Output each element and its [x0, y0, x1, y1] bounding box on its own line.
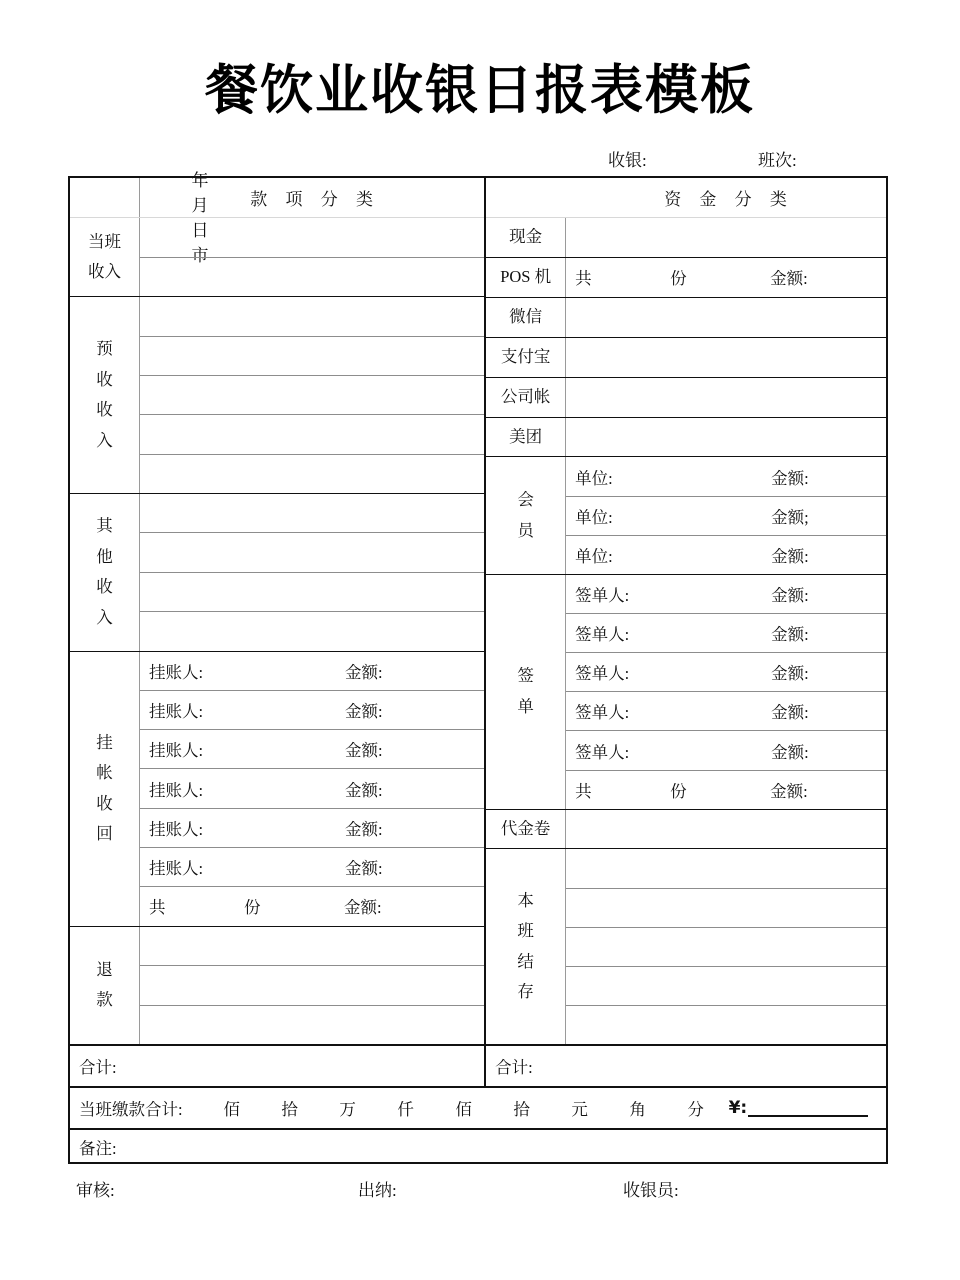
- table-row[interactable]: [566, 810, 886, 849]
- table-row[interactable]: [140, 769, 484, 808]
- section-alipay: [486, 337, 886, 377]
- row-amount-label: 金额:: [345, 702, 383, 721]
- table-row[interactable]: [566, 298, 886, 337]
- table-row[interactable]: [566, 378, 886, 417]
- audit-signature-field[interactable]: 审核:: [76, 1181, 115, 1200]
- table-row[interactable]: [140, 455, 484, 493]
- table-halves: [70, 178, 886, 1044]
- denomination-1: 拾: [281, 1100, 298, 1119]
- section-rows: [566, 338, 886, 377]
- section-rows: [140, 494, 484, 651]
- table-row[interactable]: [140, 258, 484, 297]
- table-row[interactable]: [140, 612, 484, 650]
- section-label: POS 机: [486, 258, 566, 297]
- left-subtotal-cell[interactable]: 合计:: [70, 1046, 486, 1086]
- section-shift-balance: [486, 848, 886, 1044]
- row-field-label: 挂账人:: [149, 702, 204, 721]
- row-field-label: 签单人:: [575, 664, 630, 684]
- row-count-prefix: 共: [149, 898, 166, 918]
- row-amount-label: 金额:: [771, 468, 809, 488]
- denomination-4: 佰: [455, 1100, 472, 1119]
- section-rows: [566, 849, 886, 1044]
- row-amount-label: 金额:: [770, 269, 808, 289]
- table-row[interactable]: [140, 691, 484, 730]
- table-row[interactable]: [566, 497, 886, 536]
- row-field-label: 挂账人:: [149, 741, 204, 761]
- section-label: 公司帐: [486, 378, 566, 417]
- table-row[interactable]: [566, 731, 886, 770]
- section-label: 当班 收入: [70, 218, 140, 296]
- section-rows: [566, 298, 886, 337]
- section-company-account: [486, 377, 886, 417]
- row-amount-label: 金额:: [771, 703, 809, 723]
- table-row[interactable]: [140, 415, 484, 454]
- left-sections-container: [70, 218, 484, 1044]
- table-row[interactable]: [140, 887, 484, 925]
- row-field-label: 挂账人:: [149, 662, 204, 682]
- row-amount-label: 金额:: [345, 741, 383, 761]
- table-row[interactable]: [566, 614, 886, 653]
- row-count-prefix: 共: [575, 781, 592, 801]
- section-rows: [140, 927, 484, 1044]
- row-amount-label: 金额:: [771, 586, 809, 606]
- row-field-label: 签单人:: [575, 742, 630, 762]
- table-row[interactable]: [566, 889, 886, 928]
- table-row[interactable]: [566, 218, 886, 257]
- section-wechat: [486, 297, 886, 337]
- table-row[interactable]: [140, 218, 484, 258]
- currency-symbol: ¥:: [728, 1098, 748, 1118]
- row-count-unit: 份: [670, 781, 687, 801]
- section-label: 本 班 结 存: [486, 849, 566, 1044]
- row-count-unit: 份: [244, 898, 261, 918]
- row-count-unit: 份: [670, 269, 687, 289]
- section-rows: [566, 258, 886, 297]
- row-field-label: 单位:: [575, 547, 613, 567]
- right-sections-container: [486, 218, 886, 1044]
- section-voucher: [486, 809, 886, 849]
- denomination-5: 拾: [513, 1100, 530, 1119]
- cashier-signature-field[interactable]: 收银员:: [623, 1181, 679, 1200]
- row-amount-label: 金额:: [771, 742, 809, 762]
- report-table: [68, 176, 888, 1164]
- table-row[interactable]: [140, 848, 484, 887]
- row-field-label: 挂账人:: [149, 819, 204, 839]
- left-column-header: [70, 178, 484, 218]
- section-rows: [140, 297, 484, 493]
- right-subtotal-cell[interactable]: 合计:: [495, 1058, 533, 1077]
- row-amount-label: 金额:: [345, 859, 383, 879]
- section-other-income: [70, 493, 484, 651]
- year-field[interactable]: 年: [191, 171, 209, 190]
- section-pos-machine: [486, 257, 886, 297]
- row-amount-label: 金额:: [345, 662, 383, 682]
- section-rows: [140, 218, 484, 296]
- section-rows: [566, 575, 886, 808]
- table-row[interactable]: [140, 1006, 484, 1044]
- section-refund: [70, 926, 484, 1044]
- table-row[interactable]: [140, 652, 484, 691]
- left-header-title: 款 项 分 类: [250, 190, 380, 209]
- denomination-8: 分: [687, 1100, 704, 1119]
- right-header-spacer: [486, 178, 566, 217]
- payment-amount-input[interactable]: [748, 1100, 868, 1117]
- table-row[interactable]: [140, 297, 484, 336]
- table-row[interactable]: [566, 967, 886, 1006]
- right-column: [486, 178, 886, 1044]
- section-rows: [566, 378, 886, 417]
- section-meituan: [486, 417, 886, 457]
- section-label: 支付宝: [486, 338, 566, 377]
- table-row[interactable]: [140, 494, 484, 533]
- remark-row[interactable]: [70, 1128, 886, 1164]
- row-field-label: 签单人:: [575, 586, 630, 606]
- section-advance-income: [70, 296, 484, 493]
- section-current-shift-income: [70, 218, 484, 296]
- denomination-6: 元: [571, 1100, 588, 1119]
- section-rows: [140, 652, 484, 926]
- table-row[interactable]: [566, 928, 886, 967]
- subtotal-band: [70, 1044, 886, 1086]
- section-signed-bill: [486, 574, 886, 808]
- table-row[interactable]: [566, 849, 886, 888]
- denomination-0: 佰: [223, 1100, 240, 1119]
- table-row[interactable]: [566, 575, 886, 614]
- row-field-label: 签单人:: [575, 703, 630, 723]
- payment-summary-row: [70, 1086, 886, 1128]
- right-header-title: 资 金 分 类: [664, 190, 794, 209]
- section-label: 现金: [486, 218, 566, 257]
- table-row[interactable]: [140, 573, 484, 612]
- section-label: 美团: [486, 418, 566, 457]
- right-column-header: [486, 178, 886, 218]
- section-label: 签 单: [486, 575, 566, 808]
- denomination-scale: [203, 1096, 725, 1120]
- row-amount-label: 金额:: [770, 781, 808, 801]
- teller-signature-field[interactable]: 出纳:: [358, 1181, 397, 1200]
- section-label: 退 款: [70, 927, 140, 1044]
- city-field[interactable]: 市: [191, 246, 209, 265]
- denomination-2: 万: [339, 1100, 356, 1119]
- payment-summary-label: 当班缴款合计:: [79, 1100, 183, 1119]
- left-column: [70, 178, 486, 1044]
- table-row[interactable]: [566, 457, 886, 496]
- section-rows: [566, 218, 886, 257]
- row-amount-label: 金额:: [771, 625, 809, 645]
- section-label: 挂 帐 收 回: [70, 652, 140, 926]
- row-field-label: 单位:: [575, 507, 613, 527]
- left-header-spacer: [70, 178, 140, 217]
- day-field[interactable]: 日: [191, 221, 209, 240]
- shift-field[interactable]: 班次:: [758, 151, 797, 170]
- denomination-3: 仟: [397, 1100, 414, 1119]
- row-field-label: 单位:: [575, 468, 613, 488]
- section-member: [486, 456, 886, 574]
- denomination-7: 角: [629, 1100, 646, 1119]
- table-row[interactable]: [140, 730, 484, 769]
- row-amount-label: 金额:: [345, 780, 383, 800]
- row-amount-label: 金额:: [771, 664, 809, 684]
- table-row[interactable]: [140, 809, 484, 848]
- table-row[interactable]: [140, 966, 484, 1005]
- signature-row: [68, 1176, 888, 1206]
- section-credit-recovery: [70, 651, 484, 926]
- section-label: 代金卷: [486, 810, 566, 849]
- section-cash: [486, 218, 886, 257]
- section-rows: [566, 457, 886, 574]
- cashier-field[interactable]: 收银:: [608, 151, 647, 170]
- table-row[interactable]: [566, 692, 886, 731]
- row-field-label: 签单人:: [575, 625, 630, 645]
- remark-label: 备注:: [79, 1139, 117, 1158]
- table-row[interactable]: [566, 258, 886, 297]
- row-field-label: 挂账人:: [149, 780, 204, 800]
- row-field-label: 挂账人:: [149, 859, 204, 879]
- section-rows: [566, 418, 886, 457]
- row-amount-label: 金额:: [344, 898, 382, 918]
- table-row[interactable]: [566, 418, 886, 457]
- table-row[interactable]: [140, 927, 484, 966]
- table-row[interactable]: [140, 376, 484, 415]
- table-row[interactable]: [566, 653, 886, 692]
- month-field[interactable]: 月: [191, 196, 209, 215]
- table-row[interactable]: [566, 1006, 886, 1044]
- row-amount-label: 金额:: [771, 547, 809, 567]
- row-amount-label: 金额;: [771, 507, 809, 527]
- table-row[interactable]: [140, 533, 484, 572]
- table-row[interactable]: [566, 771, 886, 809]
- row-amount-label: 金额:: [345, 819, 383, 839]
- table-row[interactable]: [140, 337, 484, 376]
- section-label: 会 员: [486, 457, 566, 574]
- section-label: 其 他 收 入: [70, 494, 140, 651]
- row-count-prefix: 共: [575, 269, 592, 289]
- page-title: 餐饮业收银日报表模板: [205, 60, 755, 121]
- section-label: 预 收 收 入: [70, 297, 140, 493]
- table-row[interactable]: [566, 338, 886, 377]
- table-row[interactable]: [566, 536, 886, 574]
- section-label: 微信: [486, 298, 566, 337]
- section-rows: [566, 810, 886, 849]
